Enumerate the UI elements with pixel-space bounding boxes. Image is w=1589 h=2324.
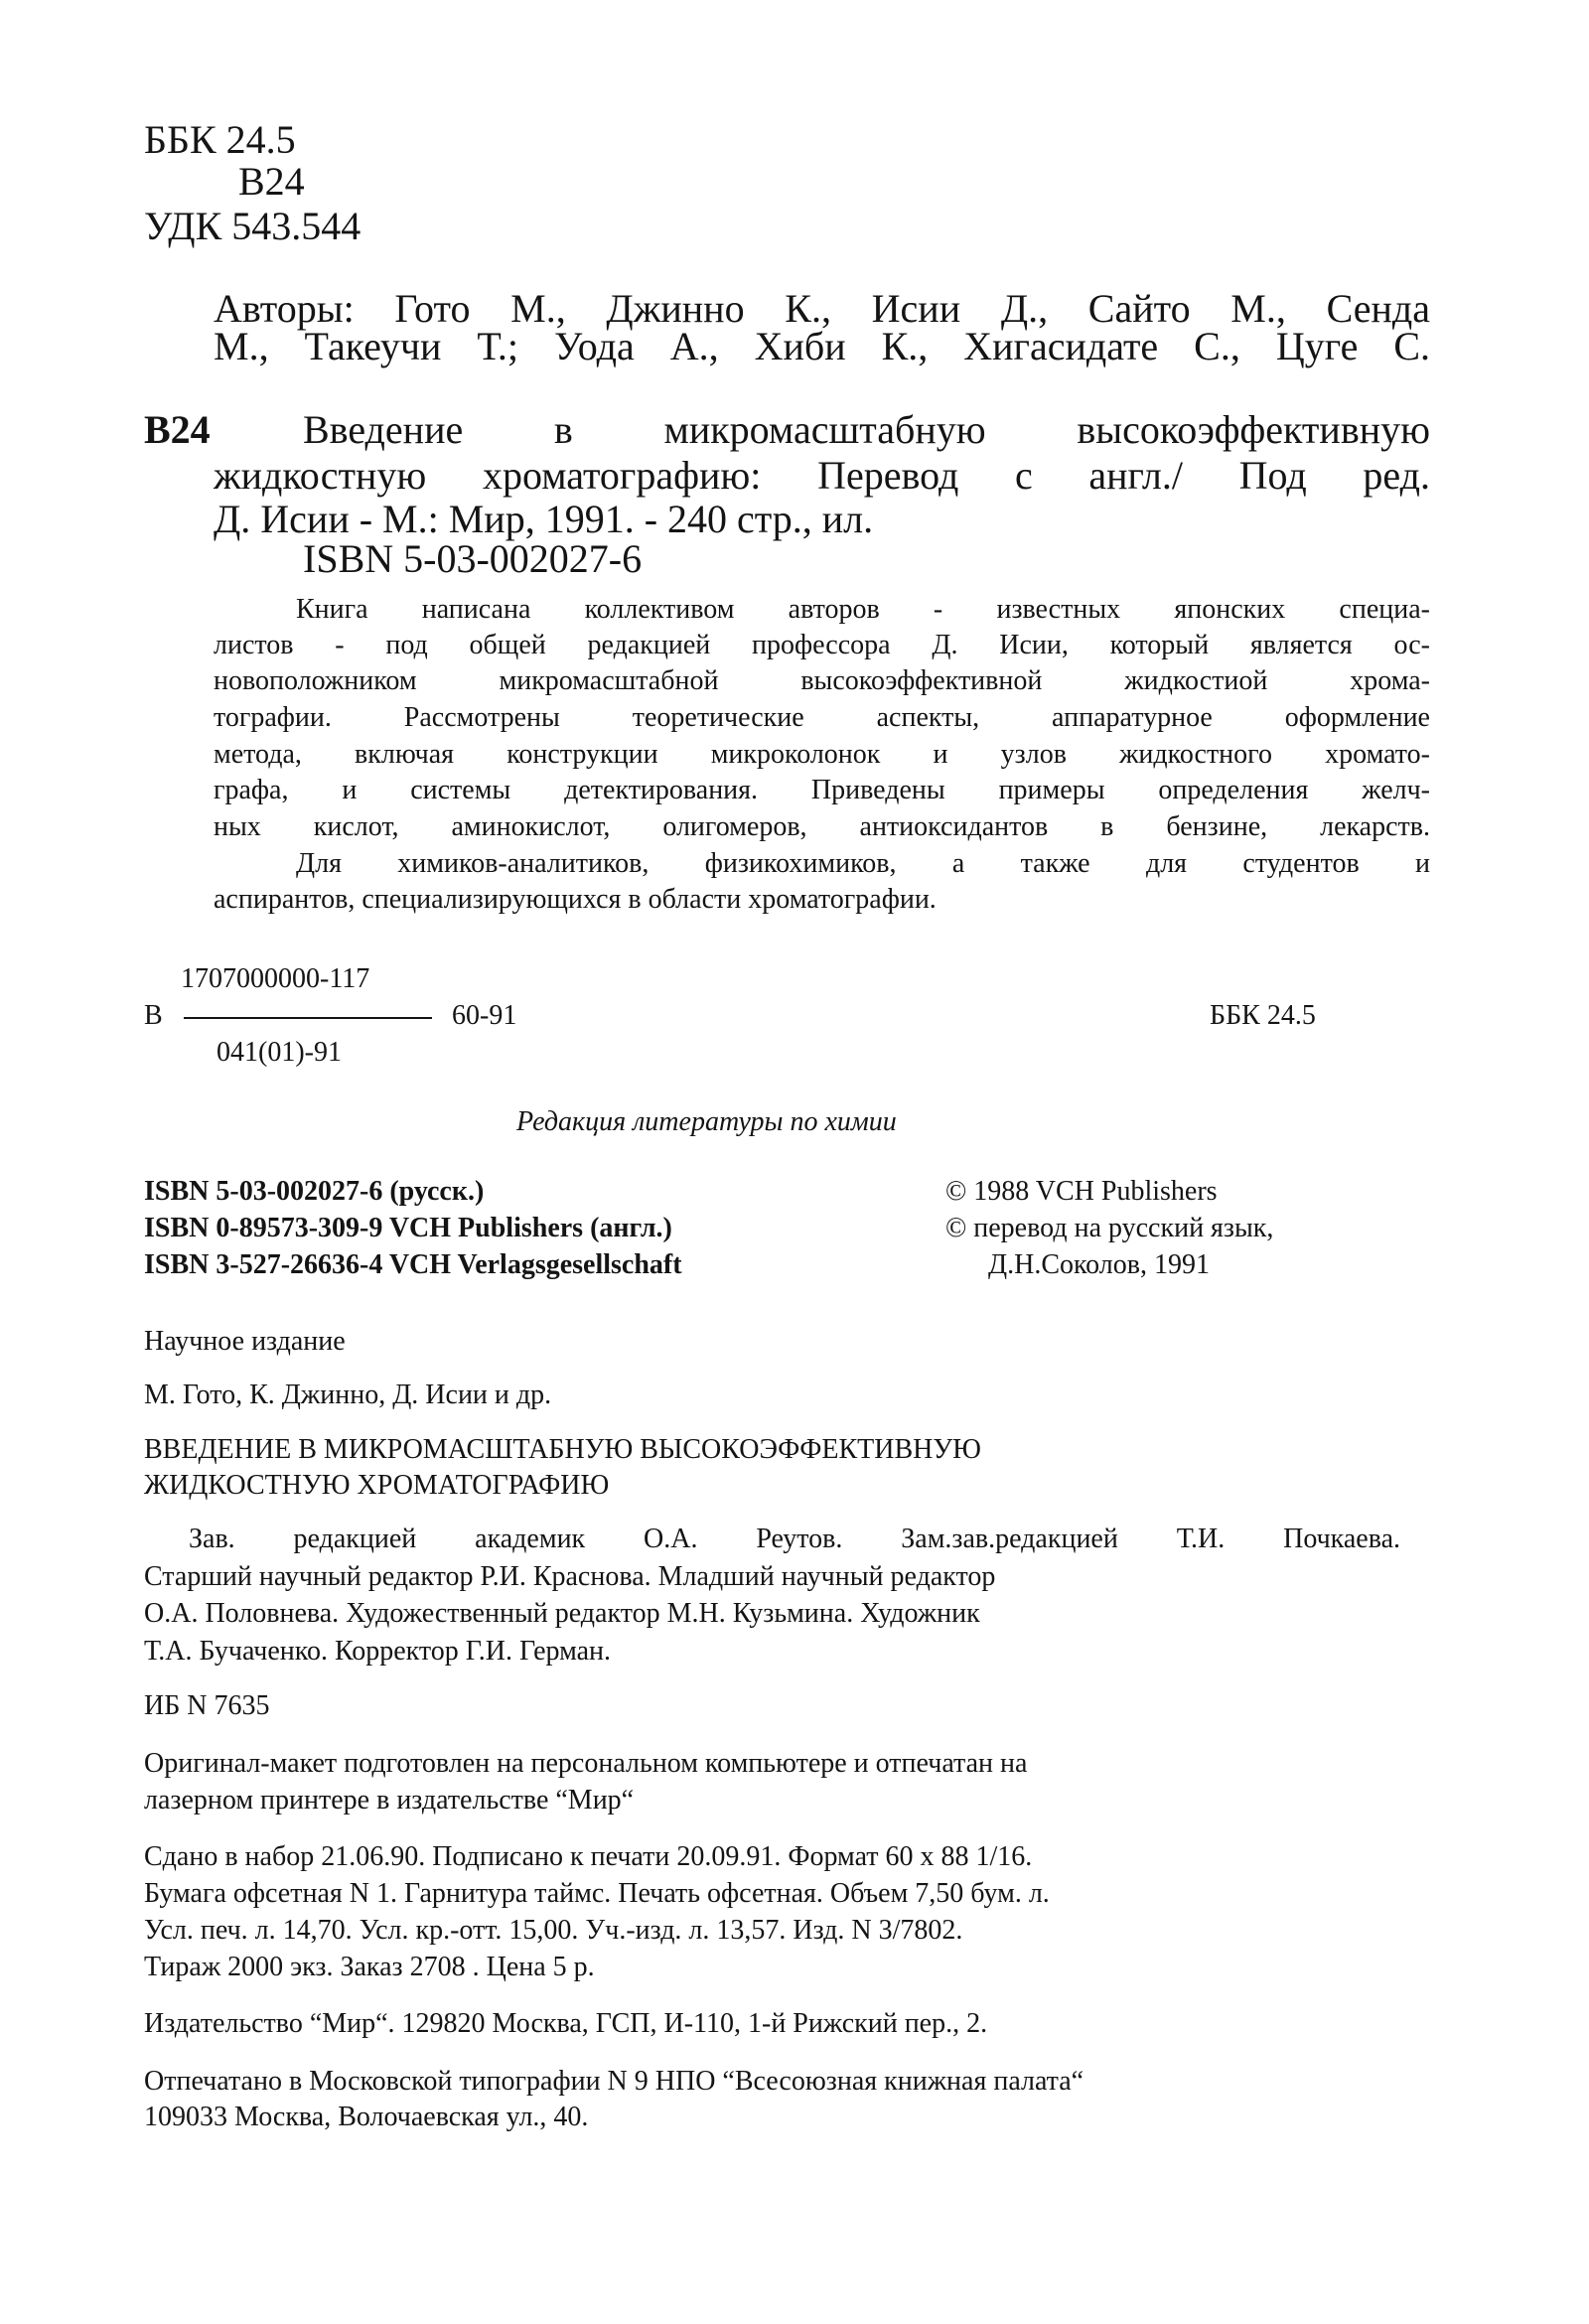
annotation-line: метода, включая конструкции микроколонок и узлов жидкостного хромато- [214,739,1430,770]
ib-number: ИБ N 7635 [144,1690,270,1721]
print-data-line: Бумага офсетная N 1. Гарнитура таймс. Печать офсетная. Объем 7,50 бум. л. [144,1878,1050,1909]
print-data-line: Усл. печ. л. 14,70. Усл. кр.-отт. 15,00. Уч.-изд. л. 13,57. Изд. N 3/7802. [144,1915,963,1946]
layout-note-line: лазерном принтере в издательстве “Мир“ [144,1785,635,1816]
short-authors: М. Гото, К. Джинно, Д. Исии и др. [144,1380,552,1410]
print-data-line: Сдано в набор 21.06.90. Подписано к печати 20.09.91. Формат 60 x 88 1/16. [144,1841,1033,1872]
udk-code: УДК 543.544 [144,204,361,248]
title-index-code: В24 [144,407,211,452]
index-code: В24 [238,159,305,204]
caps-title-line-1: ВВЕДЕНИЕ В МИКРОМАСШТАБНУЮ ВЫСОКОЭФФЕКТИВНУЮ [144,1434,981,1465]
printer-line: Отпечатано в Московской типографии N 9 НПО “Всесоюзная книжная палата“ [144,2066,1084,2097]
bbk-code: ББК 24.5 [144,117,296,162]
authors-line-1: Авторы: Гото М., Джинно К., Исии Д., Сайто М., Сенда [214,286,1430,331]
printer-line: 109033 Москва, Волочаевская ул., 40. [144,2102,589,2132]
caps-title-line-2: ЖИДКОСТНУЮ ХРОМАТОГРАФИЮ [144,1470,610,1501]
authors-line-2: М., Такеучи Т.; Уода А., Хиби К., Хигасидате С., Цуге С. [214,324,1430,368]
annotation-line: графа, и системы детектирования. Приведены примеры определения желч- [214,775,1430,805]
title-line-3: Д. Исии - М.: Мир, 1991. - 240 стр., ил. [214,497,874,541]
annotation-line: тографии. Рассмотрены теоретические аспекты, аппаратурное оформление [214,702,1430,733]
print-data-line: Тираж 2000 экз. Заказ 2708 . Цена 5 р. [144,1952,595,1982]
staff-line: Старший научный редактор Р.И. Краснова. Младший научный редактор [144,1561,996,1592]
edition-type: Научное издание [144,1326,346,1357]
publisher-address: Издательство “Мир“. 129820 Москва, ГСП, И-110, 1-й Рижский пер., 2. [144,2008,988,2039]
editorial-department: Редакция литературы по химии [516,1106,897,1137]
title-line-1: Введение в микромасштабную высокоэффективную [303,407,1430,452]
annotation-line: ных кислот, аминокислот, олигомеров, антиоксидантов в бензине, лекарств. [214,811,1430,842]
staff-line: Т.А. Бучаченко. Корректор Г.И. Герман. [144,1636,612,1667]
formula-fraction-bar [184,1017,432,1019]
title-line-2: жидкостную хроматографию: Перевод с англ./ Под ред. [214,453,1430,498]
formula-bbk: ББК 24.5 [1210,1000,1316,1031]
audience-line: Для химиков-аналитиков, физикохимиков, а также для студентов и [296,848,1430,879]
copyright-line-2: © перевод на русский язык, [945,1213,1274,1243]
staff-line: О.А. Половнева. Художественный редактор М.Н. Кузьмина. Художник [144,1598,980,1629]
isbn-english: ISBN 0-89573-309-9 VCH Publishers (англ.) [144,1213,672,1243]
formula-numerator: 1707000000-117 [181,963,370,994]
formula-suffix: 60-91 [452,1000,517,1031]
annotation-line: Книга написана коллективом авторов - известных японских специа- [296,594,1430,625]
isbn-german: ISBN 3-527-26636-4 VCH Verlagsgesellschaft [144,1249,682,1280]
copyright-line-3: Д.Н.Соколов, 1991 [988,1249,1211,1280]
annotation-line: новоположником микромасштабной высокоэффективной жидкостиой хрома- [214,665,1430,696]
layout-note-line: Оригинал-макет подготовлен на персональном компьютере и отпечатан на [144,1748,1028,1779]
title-isbn: ISBN 5-03-002027-6 [303,536,643,581]
formula-denominator: 041(01)-91 [217,1037,342,1068]
copyright-line-1: © 1988 VCH Publishers [945,1176,1218,1207]
isbn-russian: ISBN 5-03-002027-6 (русск.) [144,1176,485,1207]
staff-line: Зав. редакцией академик О.А. Реутов. Зам.зав.редакцией Т.И. Почкаева. [189,1524,1400,1554]
annotation-line: листов - под общей редакцией профессора Д. Исии, который является ос- [214,630,1430,660]
audience-line: аспирантов, специализирующихся в области хроматографии. [214,884,937,915]
formula-prefix: В [144,1000,163,1031]
